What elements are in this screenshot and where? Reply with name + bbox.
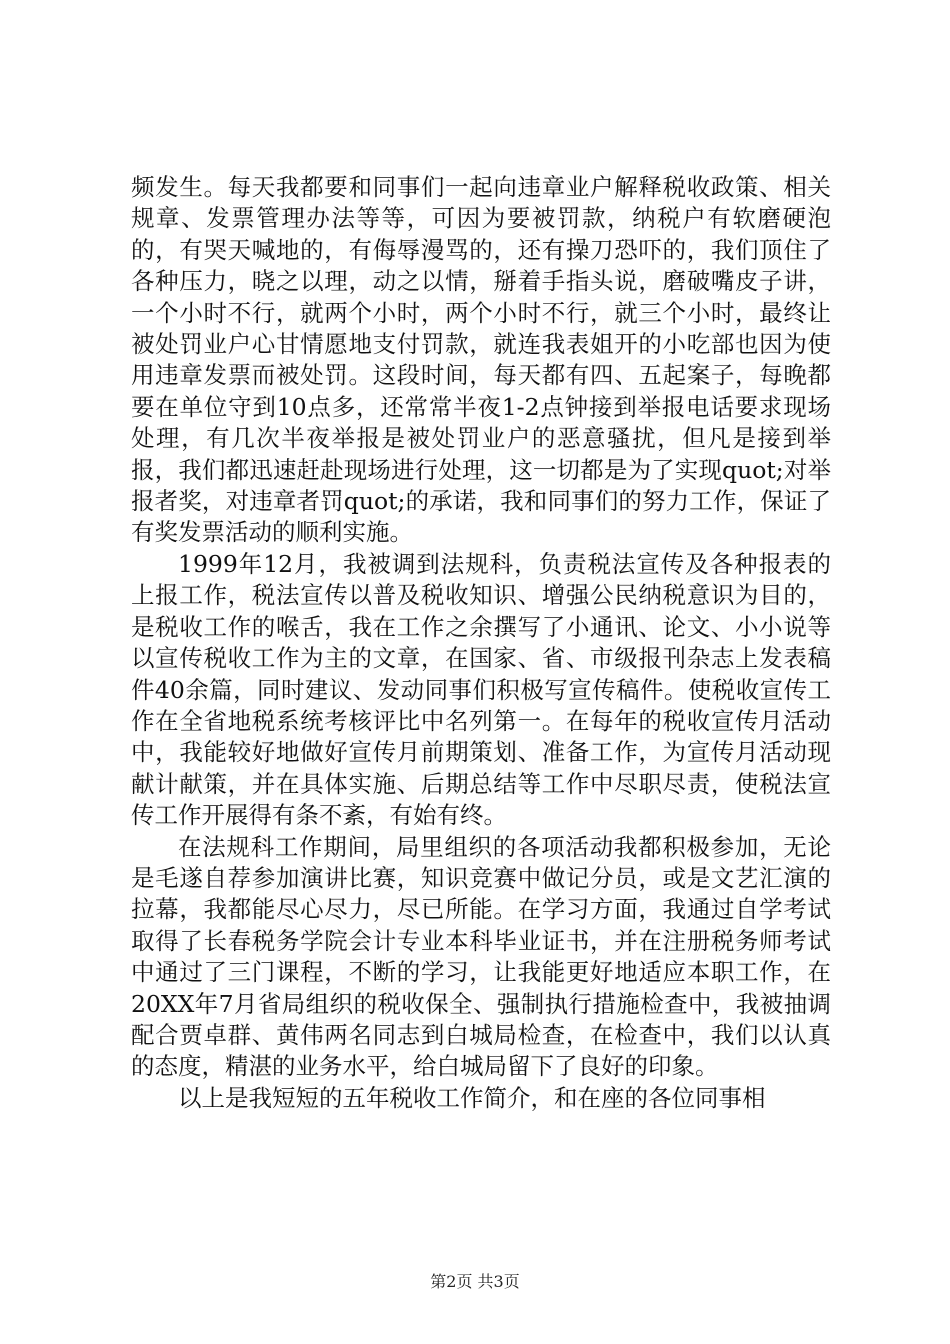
paragraph-summary: 以上是我短短的五年税收工作简介，和在座的各位同事相: [178, 1083, 766, 1112]
paragraph-activities-study: 在法规科工作期间，局里组织的各项活动我都积极参加，无论是毛遂自荐参加演讲比赛，知识竞赛中做记分员，或是文艺汇演的拉幕，我都能尽心尽力，尽已所能。在学习方面，我通过自学考试取得了长春税务学院会计专业本科毕业证书，并在注册税务师考试中通过了三门课程，不断的学习，让我能更好地适应本职工作，在20XX年7月省局组织的税收保全、强制执行措施检查中，我被抽调配合贾卓群、黄伟两名同志到白城局检查，在检查中，我们以认真的态度，精湛的业务水平，给白城局留下了良好的印象。: [131, 832, 831, 1081]
document-body: [131, 172, 831, 1114]
paragraph-regulations-dept: 1999年12月，我被调到法规科，负责税法宣传及各种报表的上报工作，税法宣传以普及税收知识、增强公民纳税意识为目的，是税收工作的喉舌，我在工作之余撰写了小通讯、论文、小小说等以宣传税收工作为主的文章，在国家、省、市级报刊杂志上发表稿件40余篇，同时建议、发动同事们积极写宣传稿件。使税收宣传工作在全省地税系统考核评比中名列第一。在每年的税收宣传月活动中，我能较好地做好宣传月前期策划、准备工作，为宣传月活动现献计献策，并在具体实施、后期总结等工作中尽职尽责，使税法宣传工作开展得有条不紊，有始有终。: [131, 549, 831, 830]
page-footer: [0, 1272, 950, 1292]
page-number-label: 第2页 共3页: [430, 1272, 520, 1291]
paragraph-continued: 频发生。每天我都要和同事们一起向违章业户解释税收政策、相关规章、发票管理办法等等，可因为要被罚款，纳税户有软磨硬泡的，有哭天喊地的，有侮辱漫骂的，还有操刀恐吓的，我们顶住了各种压力，晓之以理，动之以情，掰着手指头说，磨破嘴皮子讲，一个小时不行，就两个小时，两个小时不行，就三个小时，最终让被处罚业户心甘情愿地支付罚款，就连我表姐开的小吃部也因为使用违章发票而被处罚。这段时间，每天都有四、五起案子，每晚都要在单位守到10点多，还常常半夜1-2点钟接到举报电话要求现场处理，有几次半夜举报是被处罚业户的恶意骚扰，但凡是接到举报，我们都迅速赶赴现场进行处理，这一切都是为了实现quot;对举报者奖，对违章者罚quot;的承诺，我和同事们的努力工作，保证了有奖发票活动的顺利实施。: [131, 173, 831, 547]
